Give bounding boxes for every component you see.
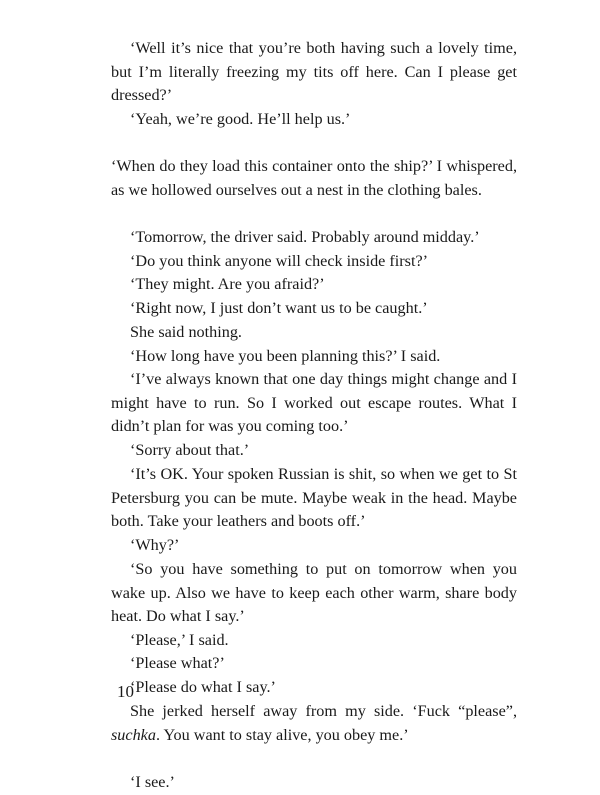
paragraph: ‘Do you think anyone will check inside first?’ [130,252,429,270]
paragraph: ‘Please do what I say.’ [130,678,276,696]
italic-word: suchka [111,725,156,744]
paragraph: ‘Please what?’ [130,654,225,672]
paragraph: ‘Sorry about that.’ [130,441,250,459]
paragraph: ‘So you have something to put on tomorrow when you wake up. Also we have to keep each other warm, share body heat. Do what I say.’ [111,560,517,626]
paragraph: ‘They might. Are you afraid?’ [130,275,325,293]
paragraph: She said nothing. [130,323,242,341]
page-number: 10 [117,682,134,701]
paragraph: ‘When do they load this container onto the ship?’ I whispered, as we hollowed ourselves out a nest in the clothing bales. [111,157,517,199]
paragraph-text: She jerked herself away from my side. ‘Fuck “please”, [130,702,517,720]
paragraph: ‘Well it’s nice that you’re both having such a lovely time, but I’m literally freezing my tits off here. Can I please get dressed?’ [111,39,517,105]
paragraph-text: . You want to stay alive, you obey me.’ [155,725,409,744]
paragraph: ‘How long have you been planning this?’ I said. [130,347,441,365]
paragraph: ‘Tomorrow, the driver said. Probably around midday.’ [130,228,480,246]
paragraph: ‘I see.’ [130,773,175,791]
paragraph [111,700,517,747]
paragraph: ‘Yeah, we’re good. He’ll help us.’ [130,110,351,128]
paragraph: ‘Please,’ I said. [130,631,229,649]
paragraph: ‘It’s OK. Your spoken Russian is shit, so when we get to St Petersburg you can be mute. Maybe weak in the head. Maybe both. Take your leathers and boots off.’ [111,465,517,531]
paragraph: ‘Why?’ [130,536,180,554]
paragraph: ‘Right now, I just don’t want us to be caught.’ [130,299,428,317]
paragraph: ‘I’ve always known that one day things might change and I might have to run. So I worked out escape routes. What I didn’t plan for was you coming too.’ [111,370,517,436]
